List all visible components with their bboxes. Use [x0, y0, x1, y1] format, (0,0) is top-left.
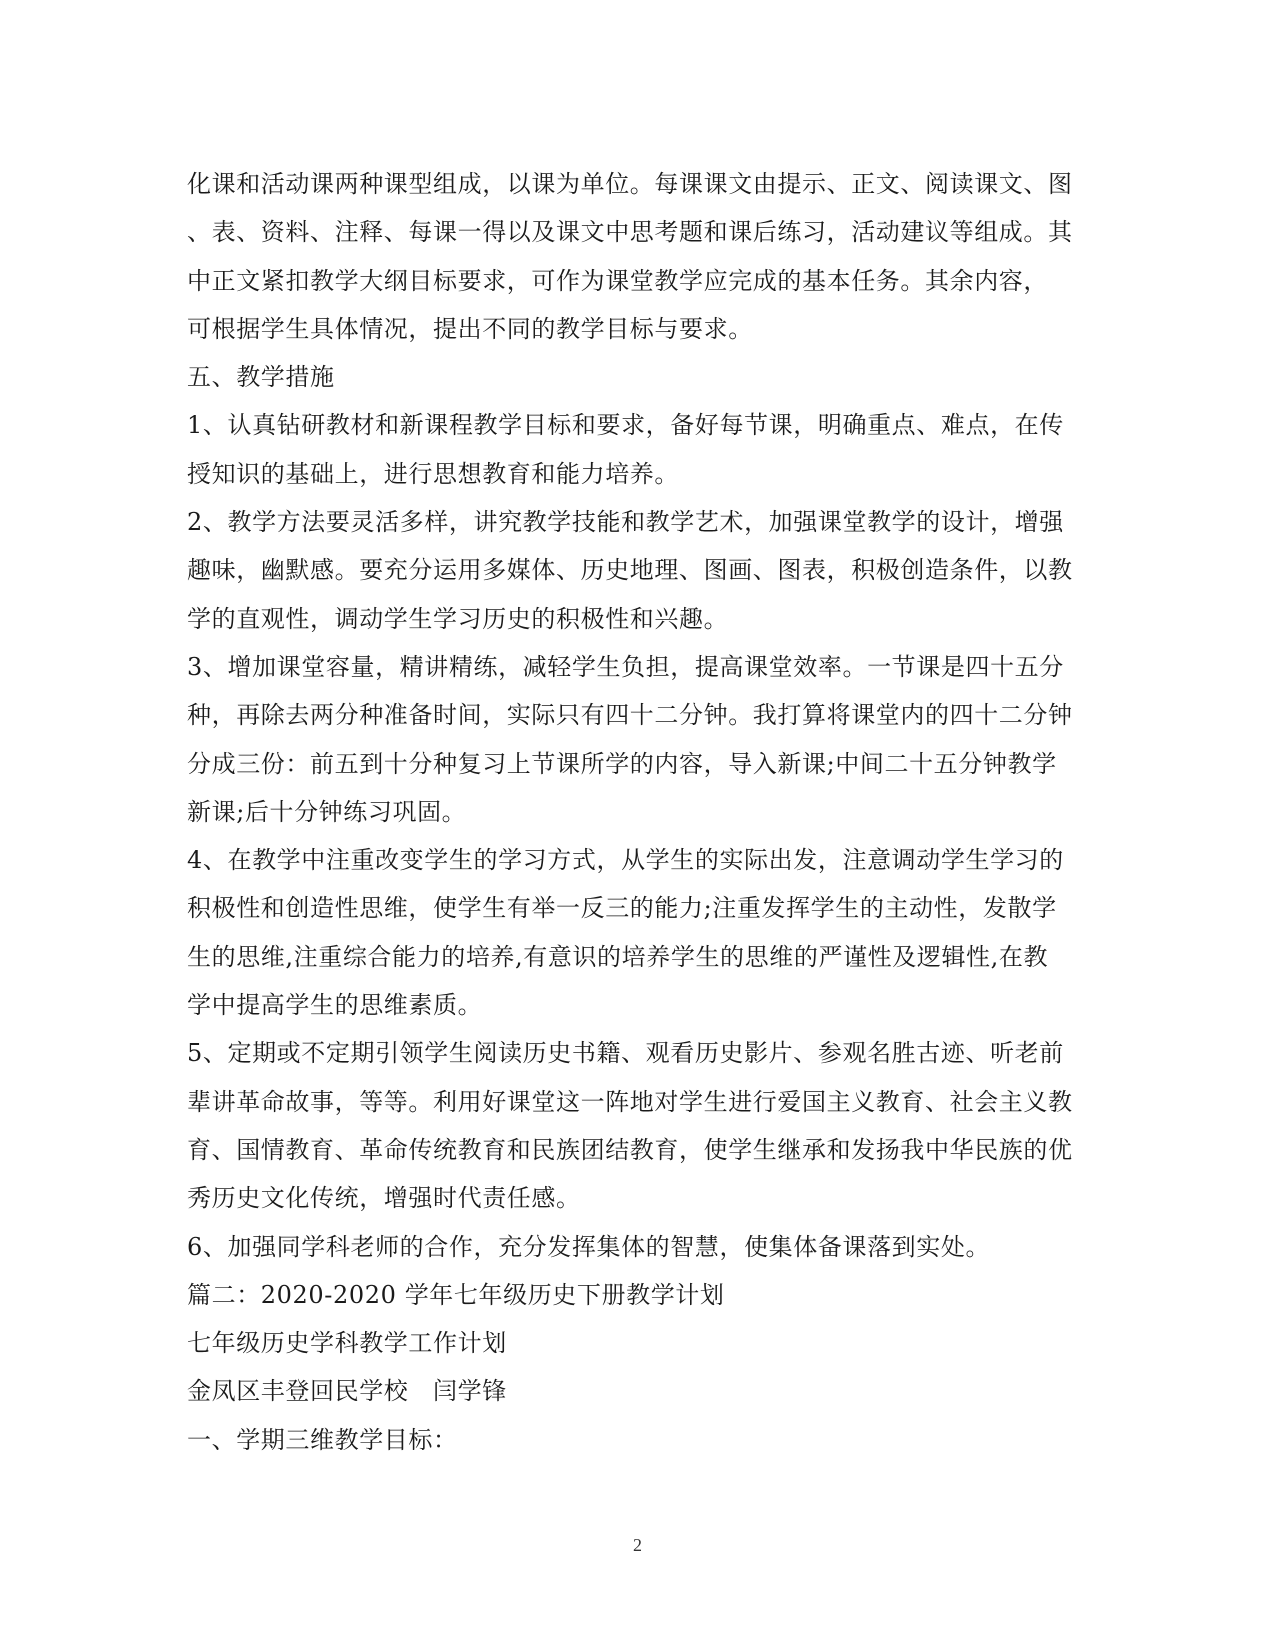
section-heading: 一、学期三维教学目标： — [187, 1425, 458, 1454]
text-line: 秀历史文化传统，增强时代责任感。 — [187, 1184, 581, 1213]
list-item-line: 2、教学方法要灵活多样，讲究教学技能和教学艺术，加强课堂教学的设计，增强 — [187, 508, 1064, 537]
list-item-line: 1、认真钻研教材和新课程教学目标和要求，备好每节课，明确重点、难点，在传 — [187, 411, 1064, 440]
text-line: 生的思维,注重综合能力的培养,有意识的培养学生的思维的严谨性及逻辑性,在教 — [187, 942, 1049, 971]
text-line: 学中提高学生的思维素质。 — [187, 991, 483, 1020]
section-heading: 五、教学措施 — [187, 363, 335, 392]
list-item-line: 5、定期或不定期引领学生阅读历史书籍、观看历史影片、参观名胜古迹、听老前 — [187, 1039, 1064, 1068]
text-line: 中正文紧扣教学大纲目标要求，可作为课堂教学应完成的基本任务。其余内容， — [187, 266, 1048, 295]
text-line: 学的直观性，调动学生学习历史的积极性和兴趣。 — [187, 604, 729, 633]
article-title: 篇二：2020-2020 学年七年级历史下册教学计划 — [187, 1280, 725, 1309]
author-line: 金凤区丰登回民学校 闫学锋 — [187, 1377, 507, 1406]
list-item-line: 6、加强同学科老师的合作，充分发挥集体的智慧，使集体备课落到实处。 — [187, 1232, 991, 1261]
plan-title: 七年级历史学科教学工作计划 — [187, 1329, 507, 1358]
list-item-line: 3、增加课堂容量，精讲精练，减轻学生负担，提高课堂效率。一节课是四十五分 — [187, 652, 1064, 681]
text-line: 育、国情教育、革命传统教育和民族团结教育，使学生继承和发扬我中华民族的优 — [187, 1135, 1073, 1164]
text-line: 种，再除去两分种准备时间，实际只有四十二分钟。我打算将课堂内的四十二分钟 — [187, 701, 1073, 730]
text-line: 可根据学生具体情况，提出不同的教学目标与要求。 — [187, 314, 753, 343]
text-line: 趣味，幽默感。要充分运用多媒体、历史地理、图画、图表，积极创造条件，以教 — [187, 556, 1073, 585]
text-line: 新课;后十分钟练习巩固。 — [187, 797, 467, 826]
list-item-line: 4、在教学中注重改变学生的学习方式，从学生的实际出发，注意调动学生学习的 — [187, 846, 1064, 875]
text-line: 积极性和创造性思维，使学生有举一反三的能力;注重发挥学生的主动性，发散学 — [187, 894, 1057, 923]
text-line: 分成三份：前五到十分种复习上节课所学的内容，导入新课;中间二十五分钟教学 — [187, 749, 1057, 778]
document-body — [187, 160, 1087, 1464]
text-line: 辈讲革命故事，等等。利用好课堂这一阵地对学生进行爱国主义教育、社会主义教 — [187, 1087, 1073, 1116]
page-number: 2 — [633, 1535, 642, 1555]
text-line: 化课和活动课两种课型组成，以课为单位。每课课文由提示、正文、阅读课文、图 — [187, 170, 1073, 198]
text-line: 授知识的基础上，进行思想教育和能力培养。 — [187, 459, 679, 488]
text-line: 、表、资料、注释、每课一得以及课文中思考题和课后练习，活动建议等组成。其 — [187, 218, 1073, 247]
